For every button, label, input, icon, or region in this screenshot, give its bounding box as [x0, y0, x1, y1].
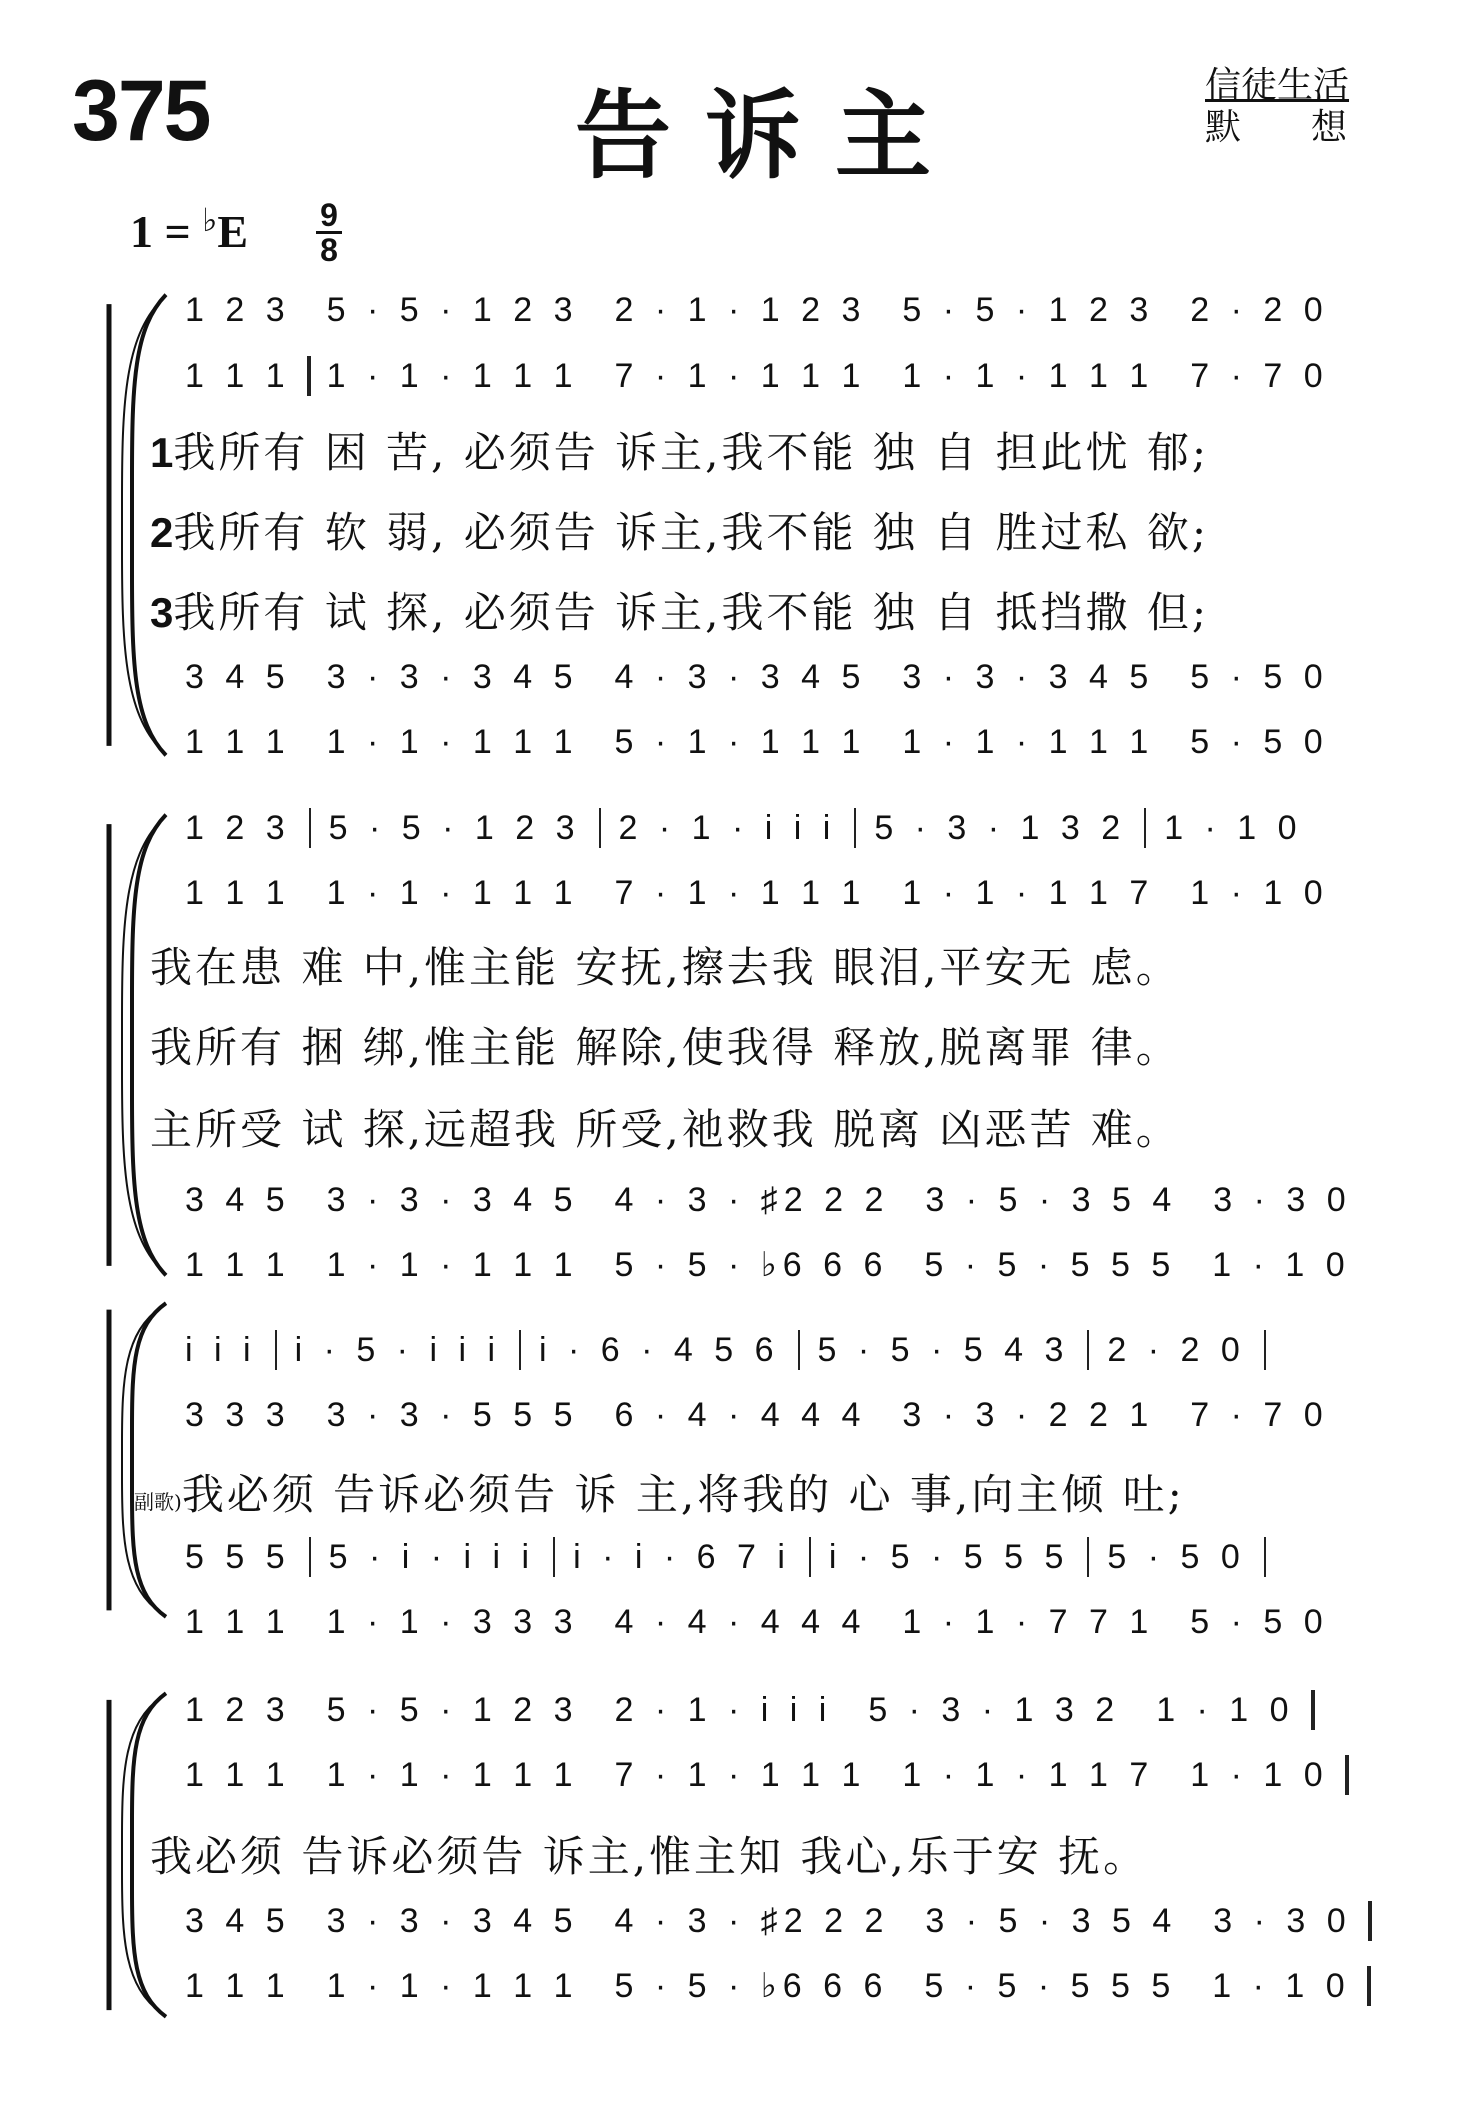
notation-row — [185, 288, 1329, 332]
measure-notes: 3 · 5 · 3 5 4 — [925, 1901, 1178, 1940]
measure-notes: 3 · 3 · 2 2 1 — [902, 1395, 1155, 1434]
lyric-text: 我所有 试 探, 必须告 诉主,我不能 独 自 抵挡撒 但; — [173, 588, 1210, 637]
measure-notes: 4 · 3 · 3 4 5 — [614, 657, 867, 696]
measure-notes: 2 · 1 · 1 2 3 — [614, 290, 867, 329]
measure-notes: 1 · 1 · 1 1 1 — [326, 1245, 579, 1284]
bar-line — [519, 1330, 521, 1370]
measure-notes: 1 2 3 — [185, 808, 291, 847]
key-prefix: 1 = — [130, 206, 203, 257]
measure-notes: 3 · 3 · 5 5 5 — [326, 1395, 579, 1434]
measure-notes: 7 · 7 0 — [1190, 1395, 1329, 1434]
verse-number: 3 — [150, 589, 174, 636]
notation-row — [185, 1328, 1315, 1372]
lyric-line — [134, 1462, 1185, 1522]
notation-row — [185, 1393, 1329, 1437]
lyric-line — [150, 500, 1209, 560]
measure-notes: i i i — [185, 1330, 257, 1369]
lyric-line — [150, 420, 1209, 480]
key-signature — [130, 202, 248, 258]
measure-notes: 1 · 1 · 1 1 1 — [902, 722, 1155, 761]
measure-notes: 1 · 1 · 1 1 1 — [326, 722, 579, 761]
notation-row — [185, 1535, 1315, 1579]
measure-notes: 1 · 1 · 1 1 1 — [326, 356, 579, 395]
measure-notes: 2 · 2 0 — [1107, 1330, 1246, 1369]
lyric-line — [150, 935, 1181, 995]
bar-line — [798, 1330, 800, 1370]
measure-notes: 1 2 3 — [185, 1690, 291, 1729]
measure-notes: 5 · 5 0 — [1190, 722, 1329, 761]
measure-notes: 3 · 3 · 3 4 5 — [326, 1180, 579, 1219]
end-bar-line — [1311, 1690, 1315, 1730]
measure-notes: 5 · 5 · 1 2 3 — [326, 1690, 579, 1729]
measure-notes: 3 4 5 — [185, 657, 291, 696]
lyric-line — [150, 1824, 1148, 1884]
measure-notes: 1 · 1 · 1 1 1 — [326, 1755, 579, 1794]
hymn-category: 信徒生活 — [1205, 65, 1350, 106]
measure-notes: 2 · 1 · i i i — [614, 1690, 833, 1729]
lyric-line — [150, 1097, 1181, 1157]
measure-notes: 1 · 1 0 — [1212, 1245, 1351, 1284]
measure-notes: 3 · 3 · 3 4 5 — [326, 1901, 579, 1940]
measure-notes: 1 2 3 — [185, 290, 291, 329]
measure-notes: 3 3 3 — [185, 1395, 291, 1434]
measure-notes: 7 · 1 · 1 1 1 — [614, 356, 867, 395]
end-bar-line — [1345, 1755, 1349, 1795]
end-bar-line — [1367, 1966, 1371, 2006]
measure-notes: 1 1 1 — [185, 1602, 291, 1641]
bar-line — [1087, 1537, 1089, 1577]
lyric-text: 我必须 告诉必须告 诉 主,将我的 心 事,向主倾 吐; — [181, 1470, 1185, 1519]
measure-notes: 1 1 1 — [185, 873, 291, 912]
notation-row — [185, 1688, 1315, 1732]
measure-notes: 2 · 1 · i i i — [618, 808, 837, 847]
hymn-title: 告诉主 — [575, 79, 965, 192]
measure-notes: 1 · 1 · 3 3 3 — [326, 1602, 579, 1641]
lyric-text: 我在患 难 中,惟主能 安抚,擦去我 眼泪,平安无 虑。 — [150, 943, 1181, 992]
hymn-number: 375 — [72, 63, 210, 159]
measure-notes: 1 1 1 — [185, 1966, 291, 2005]
measure-notes: i · 5 · i i i — [294, 1330, 502, 1369]
lyric-line — [150, 1015, 1181, 1075]
notation-row — [185, 1600, 1329, 1644]
measure-notes: i · i · 6 7 i — [573, 1537, 791, 1576]
measure-notes: 5 · 1 · 1 1 1 — [614, 722, 867, 761]
end-bar-line — [1264, 1537, 1266, 1577]
measure-notes: 5 · 5 · 1 2 3 — [328, 808, 581, 847]
measure-notes: 1 · 1 0 — [1156, 1690, 1295, 1729]
time-signature — [316, 197, 342, 268]
bar-line — [553, 1537, 555, 1577]
bar-line — [599, 808, 601, 848]
measure-notes: 3 · 5 · 3 5 4 — [925, 1180, 1178, 1219]
measure-notes: 3 · 3 0 — [1213, 1180, 1352, 1219]
measure-notes: 1 1 1 — [185, 722, 291, 761]
measure-notes: 3 4 5 — [185, 1180, 291, 1219]
measure-notes: 5 · 5 · 1 2 3 — [326, 290, 579, 329]
measure-notes: 6 · 4 · 4 4 4 — [614, 1395, 867, 1434]
chorus-tag: 副歌) — [134, 1490, 182, 1514]
measure-notes: 3 · 3 0 — [1213, 1901, 1352, 1940]
bar-line — [309, 808, 311, 848]
bar-line — [307, 356, 311, 396]
measure-notes: 5 · 5 0 — [1190, 1602, 1329, 1641]
end-bar-line — [1368, 1901, 1372, 1941]
notation-row — [185, 806, 1315, 850]
measure-notes: 5 5 5 — [185, 1537, 291, 1576]
measure-notes: 4 · 4 · 4 4 4 — [614, 1602, 867, 1641]
measure-notes: 1 · 1 · 1 1 7 — [902, 873, 1155, 912]
measure-notes: 1 · 1 · 1 1 1 — [326, 873, 579, 912]
measure-notes: 1 1 1 — [185, 1755, 291, 1794]
measure-notes: 3 4 5 — [185, 1901, 291, 1940]
lyric-text: 我所有 软 弱, 必须告 诉主,我不能 独 自 胜过私 欲; — [173, 508, 1210, 557]
verse-number: 2 — [150, 509, 174, 556]
hymn-subcategory: 默 想 — [1205, 107, 1347, 148]
system-brace — [104, 1300, 174, 1620]
measure-notes: 1 · 1 0 — [1212, 1966, 1351, 2005]
measure-notes: 5 · 5 · ♭6 6 6 — [614, 1246, 889, 1284]
notation-row — [185, 1243, 1351, 1287]
notation-row — [185, 871, 1329, 915]
measure-notes: 5 · 5 · 5 5 5 — [924, 1966, 1177, 2005]
measure-notes: i · 6 · 4 5 6 — [539, 1330, 780, 1369]
measure-notes: 5 · 3 · 1 3 2 — [868, 1690, 1121, 1729]
measure-notes: 7 · 1 · 1 1 1 — [614, 1755, 867, 1794]
bar-line — [309, 1537, 311, 1577]
measure-notes: 3 · 3 · 3 4 5 — [902, 657, 1155, 696]
time-signature-bottom: 8 — [320, 232, 338, 268]
measure-notes: 1 · 1 · 7 7 1 — [902, 1602, 1155, 1641]
bar-line — [1087, 1330, 1089, 1370]
notation-row — [185, 1899, 1352, 1943]
bar-line — [275, 1330, 277, 1370]
verse-number: 1 — [150, 429, 174, 476]
notation-row — [185, 1753, 1329, 1797]
notation-row — [185, 1178, 1352, 1222]
measure-notes: 5 · i · i i i — [328, 1537, 536, 1576]
lyric-text: 我所有 捆 绑,惟主能 解除,使我得 释放,脱离罪 律。 — [150, 1023, 1181, 1072]
bar-line — [1144, 808, 1146, 848]
measure-notes: 1 · 1 0 — [1190, 1755, 1329, 1794]
notation-row — [185, 720, 1329, 764]
time-signature-top: 9 — [320, 197, 338, 233]
measure-notes: 1 1 1 — [185, 356, 291, 395]
measure-notes: 5 · 5 0 — [1190, 657, 1329, 696]
measure-notes: 5 · 5 0 — [1107, 1537, 1246, 1576]
measure-notes: 5 · 5 · ♭6 6 6 — [614, 1967, 889, 2005]
measure-notes: 1 · 1 · 1 1 1 — [326, 1966, 579, 2005]
measure-notes: 1 · 1 0 — [1164, 808, 1303, 847]
measure-notes: 3 · 3 · 3 4 5 — [326, 657, 579, 696]
end-bar-line — [1264, 1330, 1266, 1370]
key-tonic: E — [217, 206, 248, 257]
notation-row — [185, 1964, 1351, 2008]
key-flat: ♭ — [202, 202, 218, 238]
notation-row — [185, 354, 1329, 398]
measure-notes: 5 · 5 · 5 4 3 — [817, 1330, 1070, 1369]
bar-line — [809, 1537, 811, 1577]
measure-notes: 5 · 5 · 1 2 3 — [902, 290, 1155, 329]
lyric-line — [150, 580, 1209, 640]
measure-notes: 1 · 1 0 — [1190, 873, 1329, 912]
measure-notes: 4 · 3 · ♯2 2 2 — [614, 1901, 890, 1940]
measure-notes: 4 · 3 · ♯2 2 2 — [614, 1180, 890, 1219]
lyric-text: 我必须 告诉必须告 诉主,惟主知 我心,乐于安 抚。 — [150, 1832, 1149, 1881]
measure-notes: 5 · 3 · 1 3 2 — [874, 808, 1127, 847]
bar-line — [854, 808, 856, 848]
measure-notes: 1 1 1 — [185, 1245, 291, 1284]
measure-notes: i · 5 · 5 5 5 — [828, 1537, 1070, 1576]
measure-notes: 7 · 1 · 1 1 1 — [614, 873, 867, 912]
measure-notes: 1 · 1 · 1 1 1 — [902, 356, 1155, 395]
notation-row — [185, 655, 1329, 699]
measure-notes: 7 · 7 0 — [1190, 356, 1329, 395]
measure-notes: 1 · 1 · 1 1 7 — [902, 1755, 1155, 1794]
lyric-text: 我所有 困 苦, 必须告 诉主,我不能 独 自 担此忧 郁; — [173, 428, 1210, 477]
lyric-text: 主所受 试 探,远超我 所受,祂救我 脱离 凶恶苦 难。 — [150, 1105, 1181, 1154]
measure-notes: 2 · 2 0 — [1190, 290, 1329, 329]
measure-notes: 5 · 5 · 5 5 5 — [924, 1245, 1177, 1284]
